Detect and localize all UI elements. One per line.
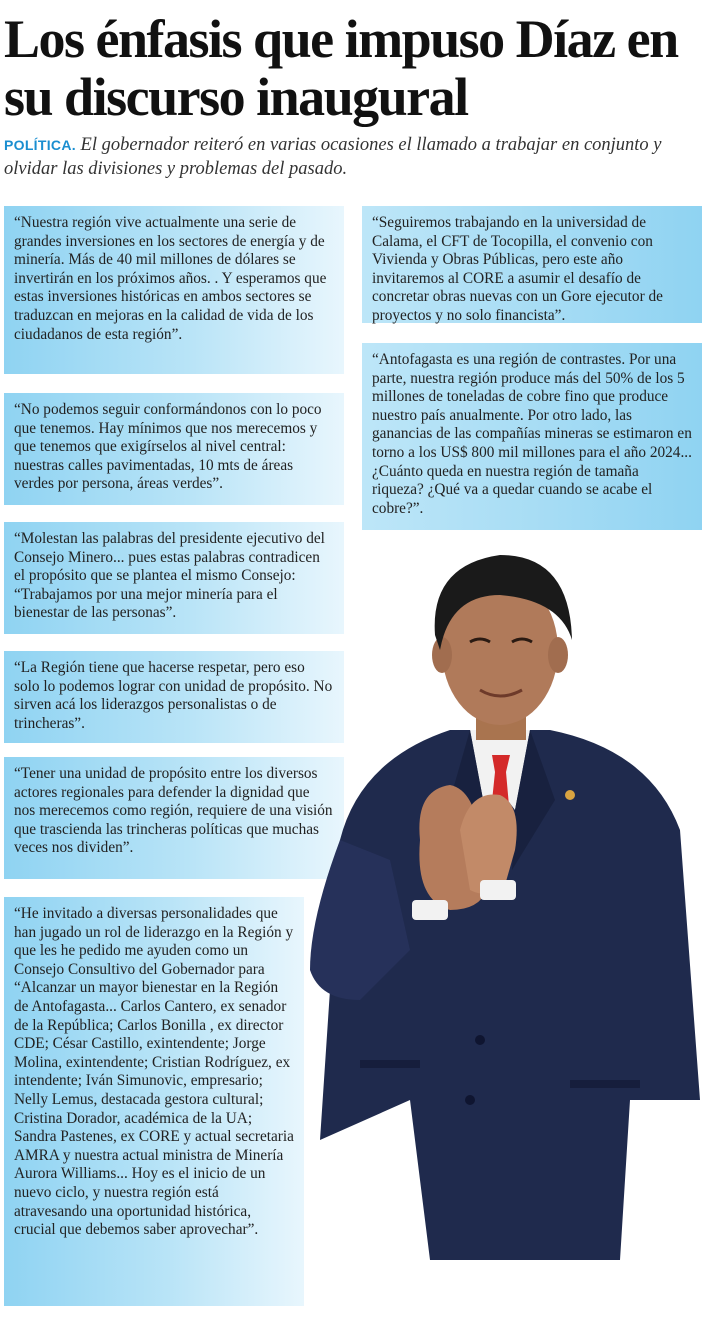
quote-box-8: “Antofagasta es una región de contrastes. Por una parte, nuestra región produce más del 50% de los 5 millones de toneladas de cobre fino que produce nuestro país anualmente. Por otro lado, las ganancias de las compañías mineras se estimaron en torno a los US$ 800 mil millones para el año 2024... ¿Cuánto queda en nuestra región de tamaña riqueza? ¿Qué va a quedar cuando se acabe el cobre?”. [362, 343, 702, 530]
section-kicker: POLÍTICA. [4, 137, 76, 153]
quote-box-2: “No podemos seguir conformándonos con lo poco que tenemos. Hay mínimos que nos merecemos y que tenemos que exigírselos al nivel central: nuestras calles pavimentadas, 10 mts de áreas verdes por persona, áreas verdes”. [4, 393, 344, 505]
lede: El gobernador reiteró en varias ocasiones el llamado a trabajar en conjunto y olvidar las divisiones y problemas del pasado. [4, 135, 662, 179]
quote-box-7: “Seguiremos trabajando en la universidad de Calama, el CFT de Tocopilla, el convenio con Vivienda y Obras Públicas, pero este año invitaremos al CORE a asumir el desafío de concretar obras nuevas con un Gore ejecutor de proyectos y no solo financista”. [362, 206, 702, 323]
headline: Los énfasis que impuso Díaz en su discurso inaugural [4, 9, 678, 127]
quote-box-4: “La Región tiene que hacerse respetar, pero eso solo lo podemos lograr con unidad de propósito. No sirven acá los liderazgos personalistas o de trincheras”. [4, 651, 344, 743]
quote-box-3: “Molestan las palabras del presidente ejecutivo del Consejo Minero... pues estas palabras contradicen el propósito que se plantea el mismo Consejo: “Trabajamos por una mejor minería para el bienestar de las personas”. [4, 522, 344, 634]
quote-box-6: “He invitado a diversas personalidades que han jugado un rol de liderazgo en la Región y que les he pedido me ayuden como un Consejo Consultivo del Gobernador para “Alcanzar un mayor bienestar en la Región de Antofagasta... Carlos Cantero, ex senador de la República; Carlos Bonilla , ex director CDE; César Castillo, exintendente; Jorge Molina, exintendente; Cristian Rodríguez, ex intendente; Iván Simunovic, empresario; Nelly Lemus, destacada gestora cultural; Cristina Dorador, académica de la UA; Sandra Pastenes, ex CORE y actual secretaria AMRA y nuestra actual ministra de Minería Aurora Williams... Hoy es el inicio de un nuevo ciclo, y nuestra región está atravesando una oportunidad histórica, crucial que debemos saber aprovechar”. [4, 897, 304, 1306]
dek [4, 133, 704, 181]
quote-box-1: “Nuestra región vive actualmente una serie de grandes inversiones en los sectores de energía y de minería. Más de 40 mil millones de dólares se invertirán en los próximos años. . Y esperamos que estas inversiones históricas en ambos sectores se traduzcan en mejoras en la calidad de vida de los ciudadanos de esta región”. [4, 206, 344, 374]
quote-box-5: “Tener una unidad de propósito entre los diversos actores regionales para defender la dignidad que nos merecemos como región, requiere de una visión que trascienda las trincheras políticas que muchas veces nos dividen”. [4, 757, 344, 879]
governor-photo [300, 540, 704, 1300]
